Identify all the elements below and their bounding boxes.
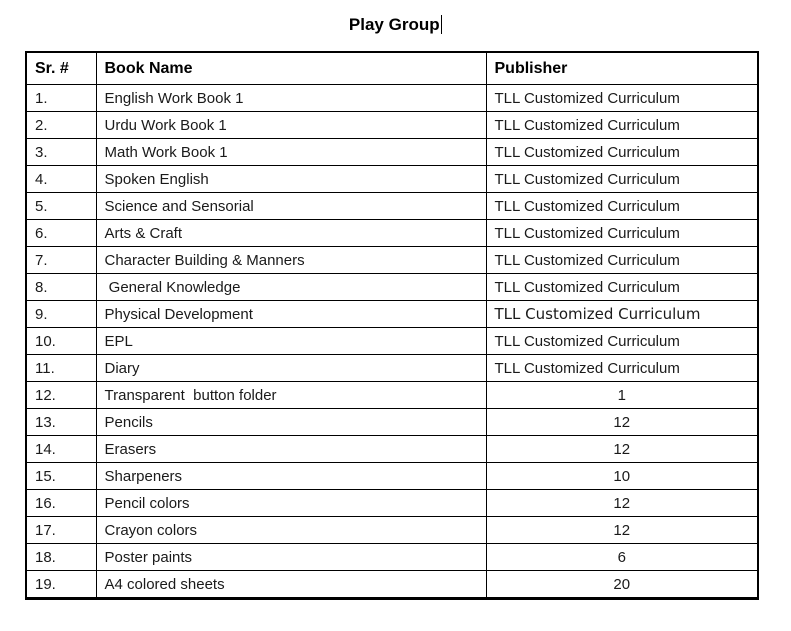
header-publisher: Publisher [486,52,758,85]
sr-cell[interactable]: 14. [26,436,96,463]
table-row [26,328,758,355]
sr-cell[interactable]: 16. [26,490,96,517]
publisher-cell[interactable]: TLL Customized Curriculum [486,139,758,166]
sr-cell[interactable]: 13. [26,409,96,436]
book-name-cell[interactable]: Arts & Craft [96,220,486,247]
header-row [26,52,758,85]
table-row [26,517,758,544]
book-name-cell[interactable]: Math Work Book 1 [96,139,486,166]
publisher-cell[interactable]: TLL Customized Curriculum [486,193,758,220]
quantity-cell[interactable]: 1 [486,382,758,409]
sr-cell[interactable]: 10. [26,328,96,355]
publisher-cell[interactable]: TLL Customized Curriculum [486,247,758,274]
book-name-cell[interactable]: English Work Book 1 [96,85,486,112]
sr-cell[interactable]: 1. [26,85,96,112]
publisher-cell[interactable]: TLL Customized Curriculum [486,355,758,382]
table-row [26,220,758,247]
book-name-cell[interactable]: Physical Development [96,301,486,328]
table-row [26,301,758,328]
book-name-cell[interactable]: Erasers [96,436,486,463]
page-title[interactable] [0,15,791,35]
table-row [26,85,758,112]
sr-cell[interactable]: 8. [26,274,96,301]
book-name-cell[interactable]: Diary [96,355,486,382]
table-row [26,355,758,382]
book-name-cell[interactable]: Poster paints [96,544,486,571]
publisher-cell[interactable]: TLL Customized Curriculum [486,301,758,328]
book-name-cell[interactable]: Pencils [96,409,486,436]
sr-cell[interactable]: 15. [26,463,96,490]
sr-cell[interactable]: 4. [26,166,96,193]
page-title-text[interactable]: Play Group [348,15,440,34]
quantity-cell[interactable]: 12 [486,409,758,436]
sr-cell[interactable]: 5. [26,193,96,220]
publisher-cell[interactable]: TLL Customized Curriculum [486,112,758,139]
book-name-cell[interactable]: General Knowledge [96,274,486,301]
text-cursor [441,15,443,34]
quantity-cell[interactable]: 12 [486,490,758,517]
items-table [25,51,759,600]
publisher-cell[interactable]: TLL Customized Curriculum [486,220,758,247]
table-row [26,544,758,571]
book-name-cell[interactable]: EPL [96,328,486,355]
quantity-cell[interactable]: 12 [486,436,758,463]
quantity-cell[interactable]: 6 [486,544,758,571]
table-row [26,571,758,599]
book-name-cell[interactable]: Spoken English [96,166,486,193]
sr-cell[interactable]: 17. [26,517,96,544]
table-row [26,247,758,274]
quantity-cell[interactable]: 20 [486,571,758,599]
book-name-cell[interactable]: A4 colored sheets [96,571,486,599]
book-name-cell[interactable]: Sharpeners [96,463,486,490]
publisher-cell[interactable]: TLL Customized Curriculum [486,85,758,112]
sr-cell[interactable]: 19. [26,571,96,599]
table-row [26,139,758,166]
header-sr: Sr. # [26,52,96,85]
sr-cell[interactable]: 18. [26,544,96,571]
publisher-cell[interactable]: TLL Customized Curriculum [486,274,758,301]
sr-cell[interactable]: 9. [26,301,96,328]
book-name-cell[interactable]: Crayon colors [96,517,486,544]
quantity-cell[interactable]: 10 [486,463,758,490]
table-row [26,409,758,436]
table-row [26,274,758,301]
publisher-cell[interactable]: TLL Customized Curriculum [486,328,758,355]
sr-cell[interactable]: 7. [26,247,96,274]
sr-cell[interactable]: 2. [26,112,96,139]
sr-cell[interactable]: 11. [26,355,96,382]
table-row [26,382,758,409]
header-book-name: Book Name [96,52,486,85]
publisher-cell[interactable]: TLL Customized Curriculum [486,166,758,193]
book-name-cell[interactable]: Pencil colors [96,490,486,517]
table-row [26,463,758,490]
table-row [26,166,758,193]
quantity-cell[interactable]: 12 [486,517,758,544]
book-name-cell[interactable]: Urdu Work Book 1 [96,112,486,139]
book-name-cell[interactable]: Character Building & Manners [96,247,486,274]
table-row [26,112,758,139]
table-row [26,436,758,463]
book-name-cell[interactable]: Transparent button folder [96,382,486,409]
sr-cell[interactable]: 6. [26,220,96,247]
sr-cell[interactable]: 12. [26,382,96,409]
sr-cell[interactable]: 3. [26,139,96,166]
book-name-cell[interactable]: Science and Sensorial [96,193,486,220]
table-row [26,490,758,517]
table-row [26,193,758,220]
